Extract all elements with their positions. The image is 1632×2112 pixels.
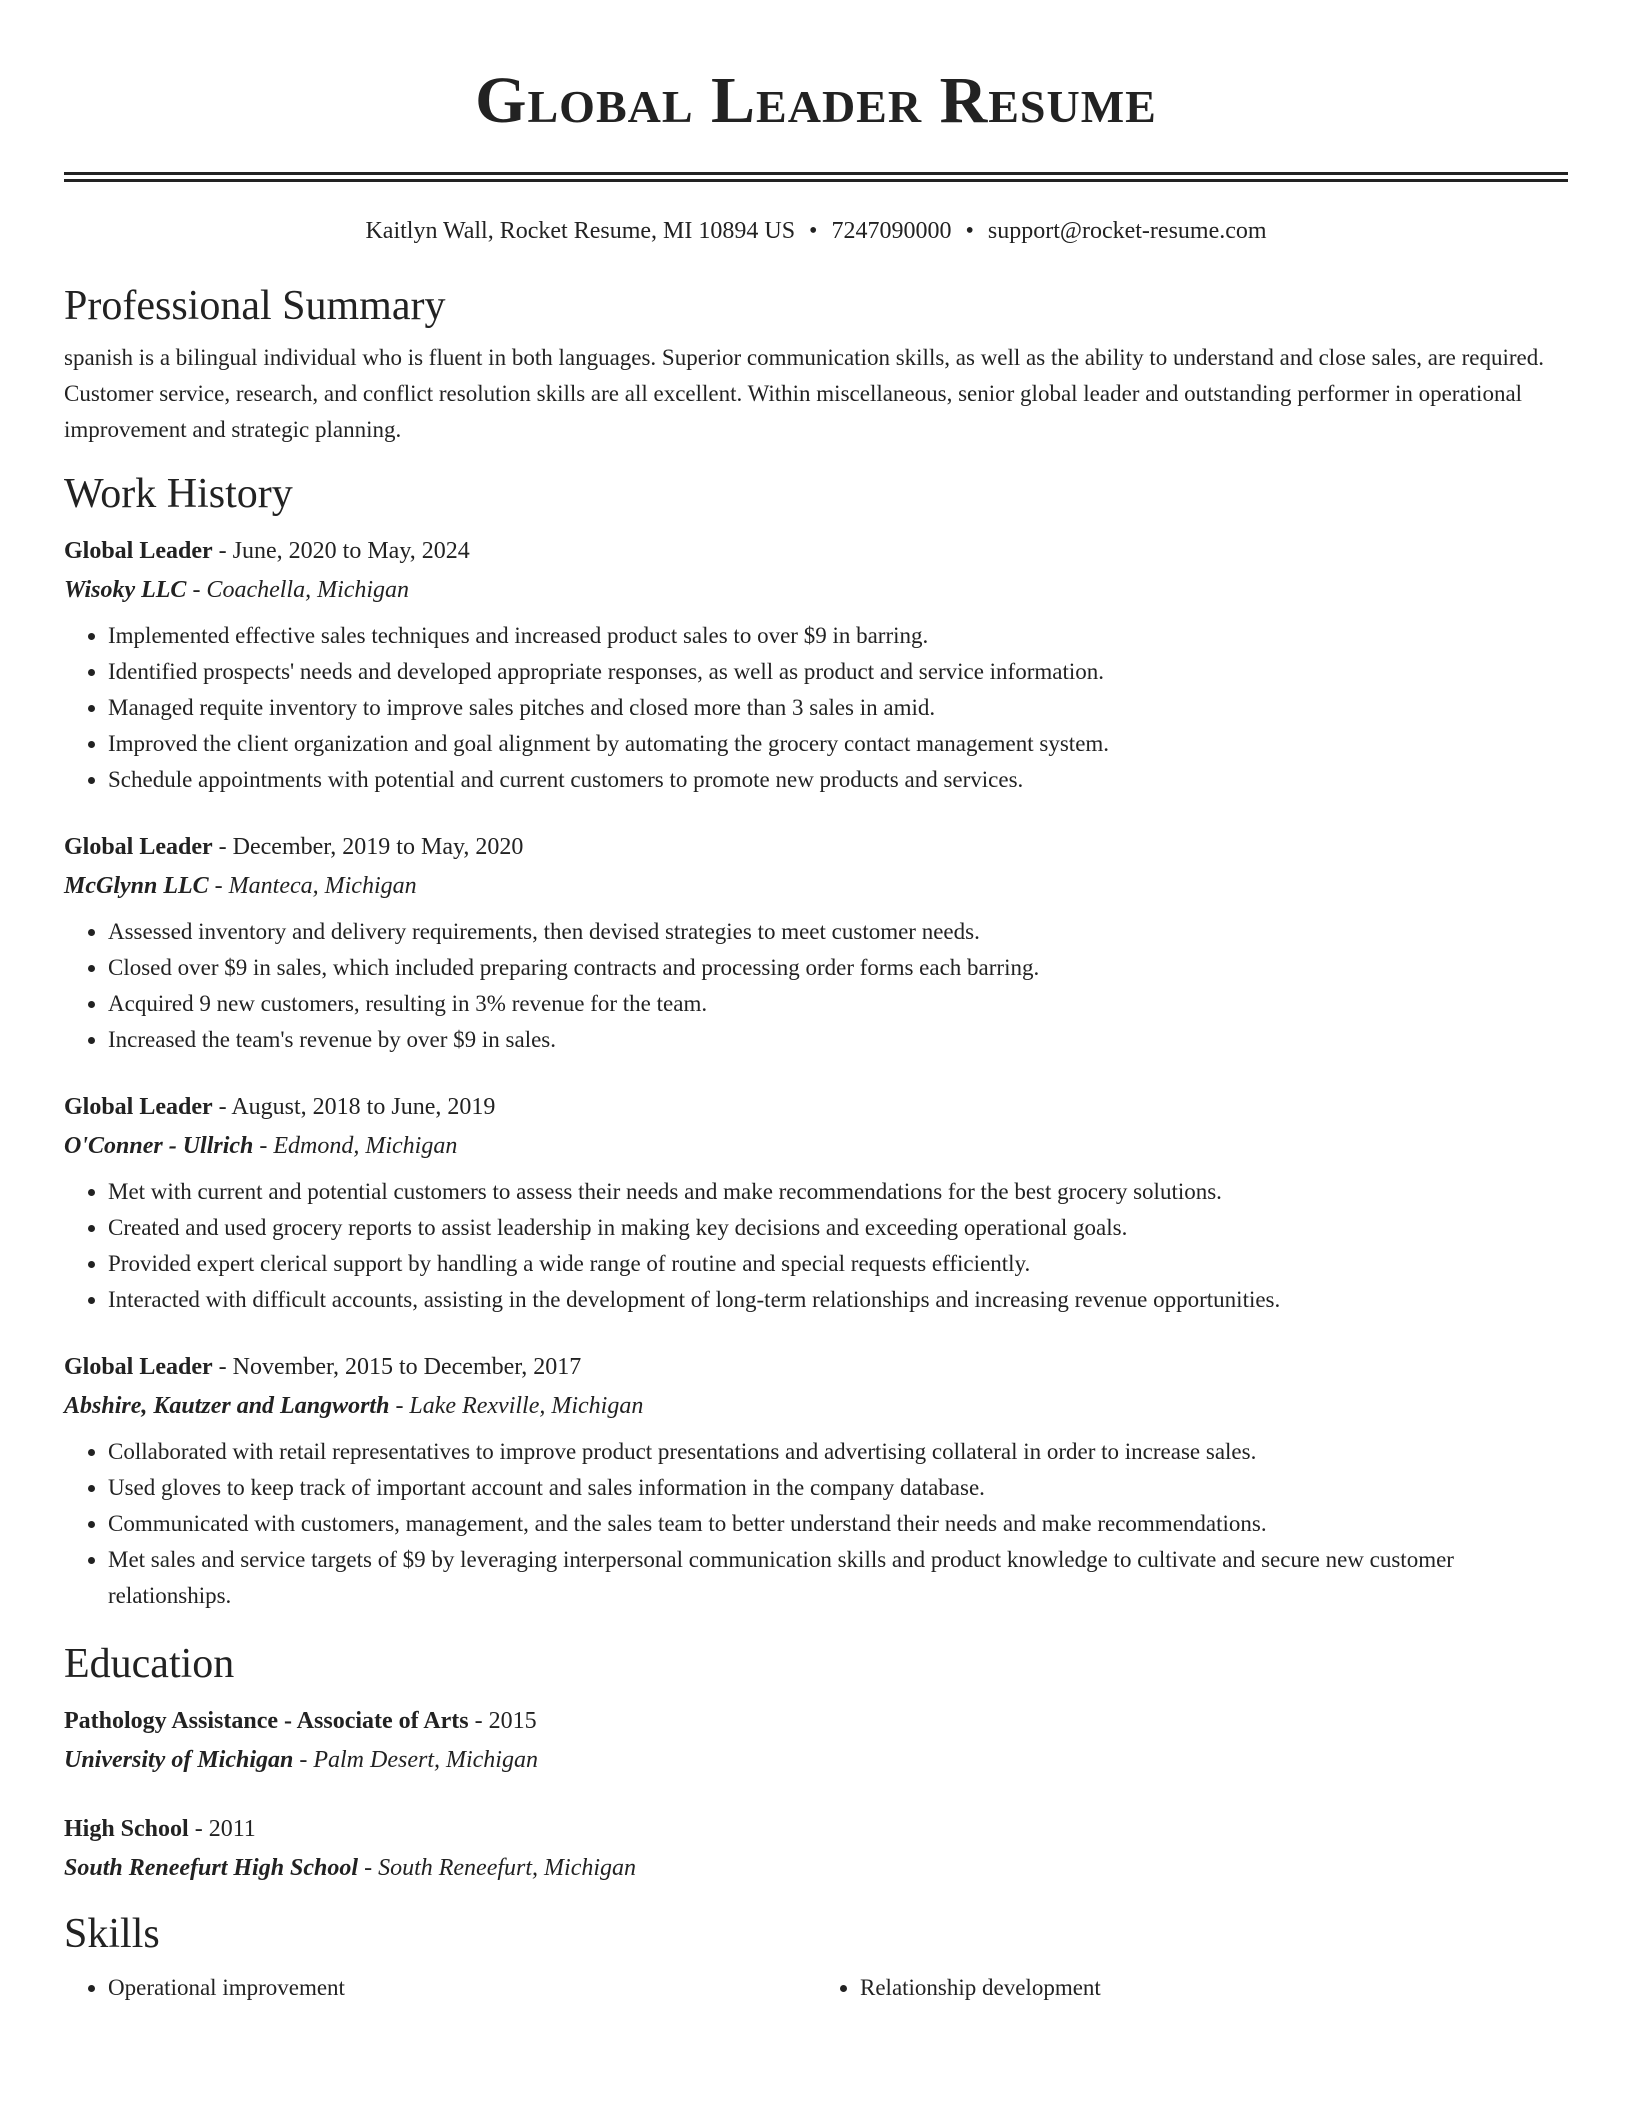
education-school-line [64,1740,1568,1780]
list-item: • Collaborated with retail representatives to improve product presentations and advertising collateral in order to increase sales. [108,1434,1568,1470]
list-item: • Managed requite inventory to improve sales pitches and closed more than 3 sales in amid. [108,690,1568,726]
title-divider-bottom [64,179,1568,182]
job-bullets [64,914,1568,1058]
list-item: • Met sales and service targets of $9 by leveraging interpersonal communication skills and product knowledge to cultivate and secure new customer relationships. [108,1542,1568,1614]
job-company: O'Conner - Ullrich [64,1133,254,1159]
job-company: Abshire, Kautzer and Langworth [64,1393,390,1419]
education-location: - South Reneefurt, Michigan [358,1855,637,1881]
job-company-line [64,570,1568,610]
job-bullets [64,618,1568,798]
job-dates: - August, 2018 to June, 2019 [212,1094,496,1120]
education-entry [64,1702,1568,1780]
job-header [64,1348,1568,1386]
work-history-heading: Work History [64,471,293,517]
job-location: - Manteca, Michigan [208,873,417,899]
education-school-line [64,1848,1568,1888]
job-title: Global Leader [64,834,213,860]
education-heading: Education [64,1641,235,1687]
job-bullets [64,1434,1568,1614]
job-dates: - December, 2019 to May, 2020 [212,834,524,860]
education-school: University of Michigan [64,1747,294,1773]
list-item: • Schedule appointments with potential and current customers to promote new products and services. [108,762,1568,798]
skills-columns [64,1970,1568,2006]
work-history-section [64,468,1568,1614]
education-header [64,1810,1568,1848]
contact-separator: • [809,218,818,244]
title-divider-top [64,172,1568,175]
list-item: • Created and used grocery reports to assist leadership in making key decisions and exceeding operational goals. [108,1210,1568,1246]
skills-section [64,1908,1568,2006]
job-header [64,828,1568,866]
summary-text: spanish is a bilingual individual who is fluent in both languages. Superior communication skills, as well as the ability to understand and close sales, are required. Customer service, research, and conflict resolution skills are all excellent. Within miscellaneous, senior global leader and outstanding performer in operational improvement and strategic planning. [64,345,1545,442]
education-section [64,1638,1568,1888]
list-item: • Improved the client organization and goal alignment by automating the grocery contact management system. [108,726,1568,762]
contact-address: Kaitlyn Wall, Rocket Resume, MI 10894 US [365,218,796,244]
job-entry [64,828,1568,1058]
education-entry [64,1810,1568,1888]
job-header [64,1088,1568,1126]
job-dates: - November, 2015 to December, 2017 [212,1354,582,1380]
job-company: Wisoky LLC [64,577,187,603]
job-bullets [64,1174,1568,1318]
list-item: • Used gloves to keep track of important account and sales information in the company database. [108,1470,1568,1506]
job-location: - Edmond, Michigan [253,1133,458,1159]
education-school: South Reneefurt High School [64,1855,359,1881]
list-item: • Identified prospects' needs and developed appropriate responses, as well as product and service information. [108,654,1568,690]
list-item: • Acquired 9 new customers, resulting in 3% revenue for the team. [108,986,1568,1022]
summary-section [64,280,1568,448]
education-year: - 2015 [468,1708,537,1734]
contact-line [64,216,1568,246]
education-location: - Palm Desert, Michigan [293,1747,538,1773]
contact-separator: • [965,218,974,244]
job-title: Global Leader [64,1094,213,1120]
job-entry [64,1088,1568,1318]
contact-email: support@rocket-resume.com [987,218,1267,244]
skills-heading: Skills [64,1911,160,1957]
education-degree: Pathology Assistance - Associate of Arts [64,1708,469,1734]
job-company-line [64,1386,1568,1426]
contact-phone: 7247090000 [831,218,952,244]
job-company-line [64,866,1568,906]
job-company-line [64,1126,1568,1166]
job-title: Global Leader [64,538,213,564]
education-year: - 2011 [188,1816,256,1842]
list-item: • Interacted with difficult accounts, assisting in the development of long-term relationships and increasing revenue opportunities. [108,1282,1568,1318]
skill-item: • Operational improvement [108,1970,816,2006]
job-dates: - June, 2020 to May, 2024 [212,538,470,564]
list-item: • Communicated with customers, management, and the sales team to better understand their needs and make recommendations. [108,1506,1568,1542]
education-degree: High School [64,1816,189,1842]
job-header [64,532,1568,570]
skill-item: • Relationship development [860,1970,1568,2006]
job-title: Global Leader [64,1354,213,1380]
list-item: • Increased the team's revenue by over $9 in sales. [108,1022,1568,1058]
summary-heading: Professional Summary [64,283,446,329]
job-entry [64,532,1568,798]
skills-left-column [64,1970,816,2006]
list-item: • Met with current and potential customers to assess their needs and make recommendations for the best grocery solutions. [108,1174,1568,1210]
job-location: - Lake Rexville, Michigan [389,1393,644,1419]
job-entry [64,1348,1568,1614]
resume-title: Global Leader Resume [475,64,1157,137]
list-item: • Provided expert clerical support by handling a wide range of routine and special requests efficiently. [108,1246,1568,1282]
job-location: - Coachella, Michigan [186,577,410,603]
list-item: • Closed over $9 in sales, which included preparing contracts and processing order forms each barring. [108,950,1568,986]
education-header [64,1702,1568,1740]
list-item: • Implemented effective sales techniques and increased product sales to over $9 in barring. [108,618,1568,654]
list-item: • Assessed inventory and delivery requirements, then devised strategies to meet customer needs. [108,914,1568,950]
skills-right-column [816,1970,1568,2006]
job-company: McGlynn LLC [64,873,209,899]
